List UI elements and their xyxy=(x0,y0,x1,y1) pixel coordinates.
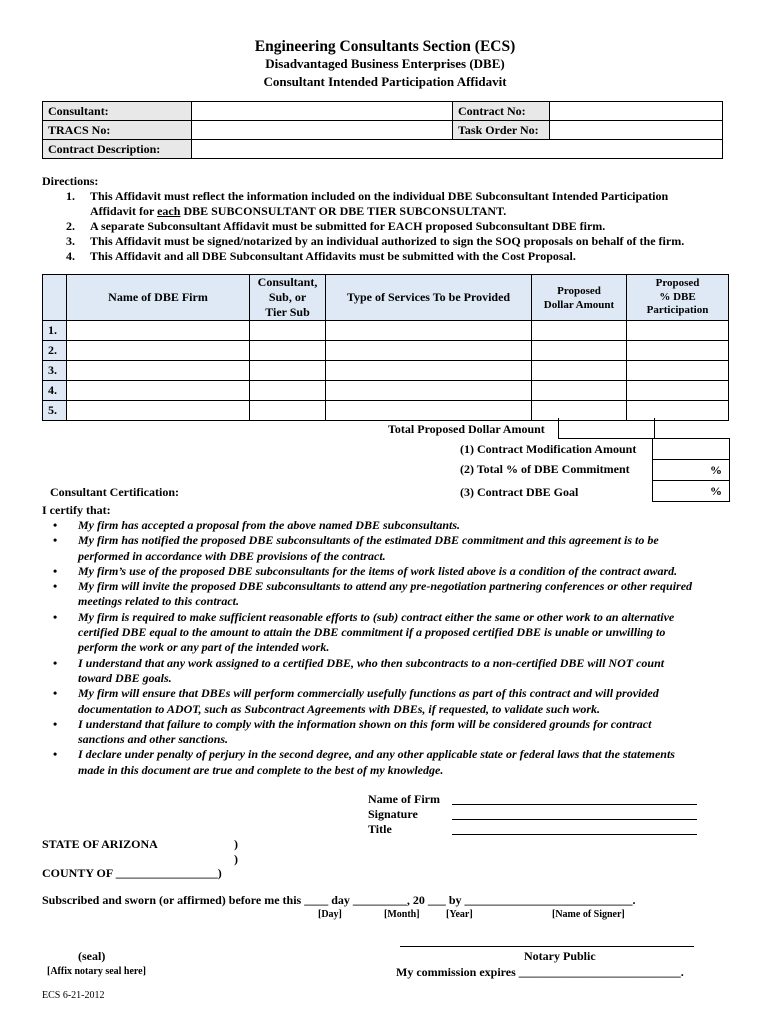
direction-4-text: This Affidavit and all DBE Subconsultant Affidavits must be submitted with the Cost Proposal. xyxy=(90,249,576,263)
table-row xyxy=(43,361,729,381)
certify-item-text: toward DBE goals. xyxy=(78,670,172,685)
signer-caption: [Name of Signer] xyxy=(552,909,625,920)
certify-item-line xyxy=(53,702,743,717)
dbe-type-cell[interactable] xyxy=(250,381,326,401)
goal-label: (3) Contract DBE Goal xyxy=(460,485,579,499)
bullet-spacer xyxy=(53,702,78,717)
dbe-services-cell[interactable] xyxy=(326,321,532,341)
month-caption: [Month] xyxy=(384,909,420,920)
title-label: Title xyxy=(368,822,392,836)
bullet-spacer xyxy=(53,640,78,655)
dbe-services-cell[interactable] xyxy=(326,361,532,381)
dbe-name-cell[interactable] xyxy=(67,361,250,381)
certify-item-text: My firm has notified the proposed DBE subconsultants of the estimated DBE commitment and this agreement is to be xyxy=(78,533,659,548)
table-row xyxy=(43,321,729,341)
dbe-services-cell[interactable] xyxy=(326,341,532,361)
certify-item-line xyxy=(53,717,743,732)
dbe-name-header: Name of DBE Firm xyxy=(67,275,250,321)
notary-public-label: Notary Public xyxy=(524,949,596,963)
direction-2-text: A separate Subconsultant Affidavit must be submitted for EACH proposed Subconsultant DBE firm. xyxy=(90,219,606,233)
certify-item-text: documentation to ADOT, such as Subcontract Agreements with DBEs, if requested, to validate such work. xyxy=(78,701,601,716)
dbe-amount-header: Proposed Dollar Amount xyxy=(532,275,627,321)
state-paren: ) xyxy=(234,837,238,851)
dbe-name-cell[interactable] xyxy=(67,321,250,341)
contract-description-label: Contract Description: xyxy=(43,140,192,159)
dbe-amount-cell[interactable] xyxy=(532,341,627,361)
direction-3-text: This Affidavit must be signed/notarized by an individual authorized to sign the SOQ proposals on behalf of the firm. xyxy=(90,234,685,248)
bullet-spacer xyxy=(53,594,78,609)
bullet-icon: • xyxy=(53,518,58,532)
page-subtitle-affidavit: Consultant Intended Participation Affidavit xyxy=(263,74,507,89)
certify-item-text: I understand that any work assigned to a certified DBE, who then subcontracts to a non-certified DBE will NOT count xyxy=(78,655,665,670)
total-amount-field[interactable] xyxy=(558,418,655,439)
bullet-spacer xyxy=(53,625,78,640)
dbe-name-cell[interactable] xyxy=(67,381,250,401)
certify-item-text: performed in accordance with DBE provisions of the contract. xyxy=(78,548,386,563)
bullet-icon: • xyxy=(53,655,58,670)
dbe-amount-cell[interactable] xyxy=(532,361,627,381)
row-number: 2. xyxy=(43,341,67,361)
certify-item-text: made in this document are true and complete to the best of my knowledge. xyxy=(78,762,444,777)
direction-2-num: 2. xyxy=(66,219,75,233)
form-version: ECS 6-21-2012 xyxy=(42,990,105,1001)
goal-pct-sign: % xyxy=(710,484,722,498)
direction-3-num: 3. xyxy=(66,234,75,248)
bullet-icon: • xyxy=(53,533,58,548)
row-number: 3. xyxy=(43,361,67,381)
certify-item-text: certified DBE equal to the amount to attain the DBE commitment if a proposed certified DBE is unable or unwilling to xyxy=(78,625,666,640)
dbe-type-cell[interactable] xyxy=(250,321,326,341)
page-subtitle-dbe: Disadvantaged Business Enterprises (DBE) xyxy=(265,56,505,71)
dbe-services-cell[interactable] xyxy=(326,381,532,401)
certify-item-line xyxy=(53,549,743,564)
dbe-pct-cell[interactable] xyxy=(627,381,729,401)
certify-item-text: I understand that failure to comply with the information shown on this form will be considered grounds for contract xyxy=(78,716,652,731)
signature-line[interactable] xyxy=(452,819,697,820)
certify-item-line xyxy=(53,579,743,594)
certify-item-text: I declare under penalty of perjury in the second degree, and any other applicable state or federal laws that the statements xyxy=(78,747,675,762)
total-pct-sign: % xyxy=(710,463,722,477)
certify-item-text: sanctions and other sanctions. xyxy=(78,732,229,747)
certify-item-line xyxy=(53,594,743,609)
certify-item-line xyxy=(53,747,743,762)
row-number: 5. xyxy=(43,401,67,421)
tracs-no-label: TRACS No: xyxy=(43,121,192,140)
certify-item-text: My firm will ensure that DBEs will perform commercially usefully functions as part of this contract and will provided xyxy=(78,686,659,701)
certify-item-text: My firm will invite the proposed DBE subconsultants to attend any pre-negotiation partnering conferences or other required xyxy=(78,579,693,594)
contract-no-label: Contract No: xyxy=(453,102,550,121)
dbe-type-cell[interactable] xyxy=(250,341,326,361)
bullet-icon: • xyxy=(53,686,58,701)
each-underlined: each xyxy=(157,204,181,218)
page-title: Engineering Consultants Section (ECS) xyxy=(254,38,516,55)
certify-item-line xyxy=(53,686,743,701)
certify-item-line xyxy=(53,732,743,747)
direction-1-num: 1. xyxy=(66,189,75,203)
certify-item-line xyxy=(53,533,743,548)
title-line[interactable] xyxy=(452,834,697,835)
consultant-field[interactable] xyxy=(192,102,453,121)
firm-name-line[interactable] xyxy=(452,804,697,805)
county-label: COUNTY OF _________________) xyxy=(42,866,222,880)
certify-item-line xyxy=(53,763,743,778)
table-row xyxy=(43,341,729,361)
certify-item-text: My firm is required to make sufficient reasonable efforts to (sub) contract either the same or other work to an alternative xyxy=(78,609,675,624)
direction-4-num: 4. xyxy=(66,249,75,263)
header-table xyxy=(42,101,723,159)
sworn-statement: Subscribed and sworn (or affirmed) before me this ____ day _________, 20 ___ by ____________________________. xyxy=(42,893,636,907)
dbe-firm-table xyxy=(42,274,729,421)
certify-item-line xyxy=(53,564,743,579)
dbe-amount-cell[interactable] xyxy=(532,321,627,341)
year-caption: [Year] xyxy=(446,909,473,920)
consultant-certification-label: Consultant Certification: xyxy=(50,485,179,499)
contract-no-field[interactable] xyxy=(550,102,723,121)
mod-amount-label: (1) Contract Modification Amount xyxy=(460,442,637,456)
bullet-icon: • xyxy=(53,609,58,624)
certify-item-line xyxy=(53,640,743,655)
dbe-pct-cell[interactable] xyxy=(627,321,729,341)
certify-heading: I certify that: xyxy=(42,503,111,517)
certify-list xyxy=(53,518,743,778)
certify-item-line xyxy=(53,625,743,640)
dbe-pct-cell[interactable] xyxy=(627,361,729,381)
bullet-spacer xyxy=(53,732,78,747)
certify-item-text: My firm’s use of the proposed DBE subconsultants for the items of work listed above is a condition of the contract award. xyxy=(78,563,678,578)
commission-expires: My commission expires ___________________________. xyxy=(396,965,684,979)
total-pct-label: (2) Total % of DBE Commitment xyxy=(460,462,630,476)
mod-amount-field[interactable] xyxy=(652,438,730,460)
bullet-icon: • xyxy=(53,716,58,731)
certify-item-line xyxy=(53,518,743,533)
bullet-spacer xyxy=(53,549,78,564)
dbe-type-header: Consultant, Sub, or Tier Sub xyxy=(250,275,326,321)
directions-heading: Directions: xyxy=(42,174,99,188)
contract-description-field[interactable] xyxy=(192,140,723,159)
table-row xyxy=(43,381,729,401)
seal-label: (seal) xyxy=(78,949,106,963)
dbe-name-cell[interactable] xyxy=(67,341,250,361)
row-number: 4. xyxy=(43,381,67,401)
dbe-type-cell[interactable] xyxy=(250,401,326,421)
certify-item-line xyxy=(53,610,743,625)
dbe-amount-cell[interactable] xyxy=(532,381,627,401)
consultant-label: Consultant: xyxy=(43,102,192,121)
direction-1-text: This Affidavit must reflect the information included on the individual DBE Subconsultant Intended Participation xyxy=(90,189,669,203)
dbe-type-cell[interactable] xyxy=(250,361,326,381)
state-paren-2: ) xyxy=(234,852,238,866)
dbe-name-cell[interactable] xyxy=(67,401,250,421)
certify-item-line xyxy=(53,656,743,671)
firm-name-label: Name of Firm xyxy=(368,792,440,806)
affix-seal-label: [Affix notary seal here] xyxy=(47,966,146,977)
dbe-pct-cell[interactable] xyxy=(627,341,729,361)
task-order-field[interactable] xyxy=(550,121,723,140)
state-label: STATE OF ARIZONA xyxy=(42,837,158,851)
certify-item-line xyxy=(53,671,743,686)
dbe-pct-header: Proposed % DBE Participation xyxy=(627,275,729,321)
notary-signature-line[interactable] xyxy=(400,946,694,947)
direction-1-line2: Affidavit for each DBE SUBCONSULTANT OR DBE TIER SUBCONSULTANT. xyxy=(90,204,507,218)
signature-label: Signature xyxy=(368,807,418,821)
bullet-spacer xyxy=(53,763,78,778)
dbe-services-cell[interactable] xyxy=(326,401,532,421)
bullet-icon: • xyxy=(53,579,58,594)
bullet-icon: • xyxy=(53,747,58,762)
day-caption: [Day] xyxy=(318,909,342,920)
certify-item-text: meetings related to this contract. xyxy=(78,594,239,609)
task-order-label: Task Order No: xyxy=(453,121,550,140)
row-number: 1. xyxy=(43,321,67,341)
total-amount-label: Total Proposed Dollar Amount xyxy=(388,422,545,436)
dbe-row-number-header xyxy=(43,275,67,321)
bullet-icon: • xyxy=(53,563,58,578)
bullet-spacer xyxy=(53,671,78,686)
tracs-no-field[interactable] xyxy=(192,121,453,140)
certify-item-text: perform the work or any part of the intended work. xyxy=(78,640,330,655)
dbe-services-header: Type of Services To be Provided xyxy=(326,275,532,321)
certify-item-text: My firm has accepted a proposal from the above named DBE subconsultants. xyxy=(78,518,461,532)
